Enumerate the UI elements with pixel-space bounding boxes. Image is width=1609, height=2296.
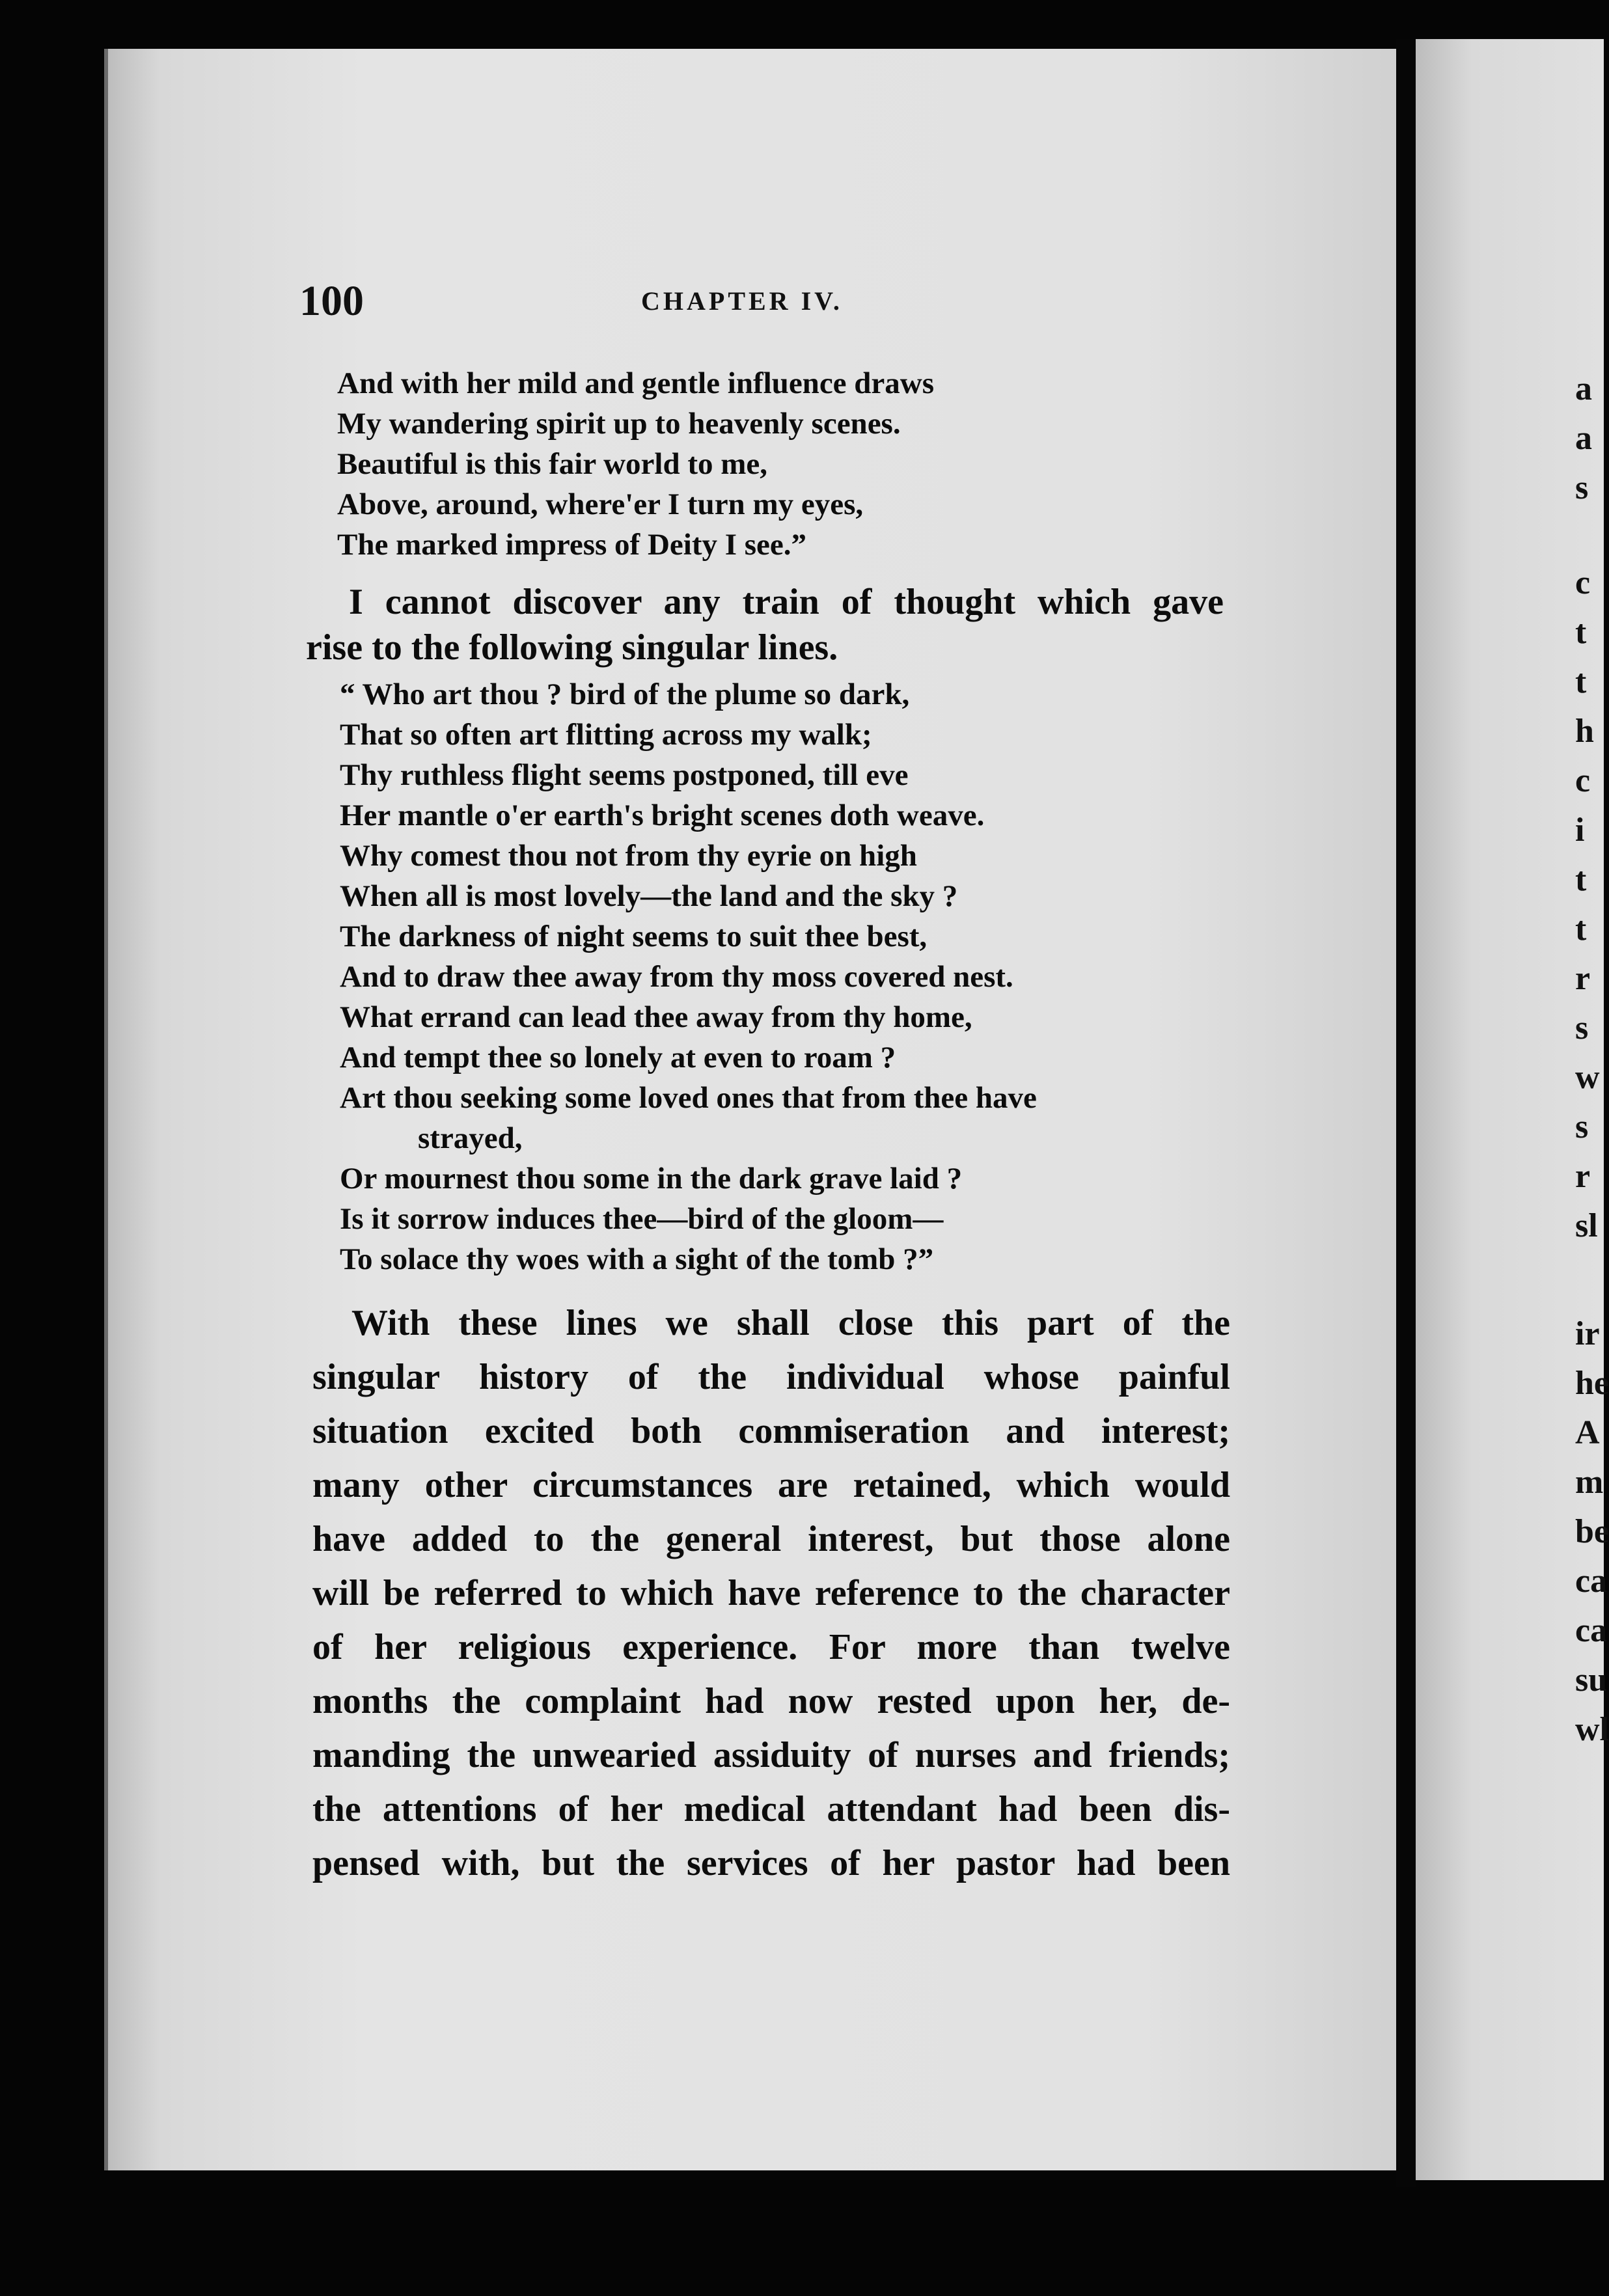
edge-fragment: s: [1575, 1108, 1589, 1145]
edge-fragment: be: [1575, 1513, 1609, 1550]
prose-paragraph-1: [306, 579, 1224, 670]
page-header: [299, 277, 1276, 329]
verse-line: “ Who art thou ? bird of the plume so dark,: [340, 677, 910, 711]
verse-line: Thy ruthless flight seems postponed, till eve: [340, 758, 909, 792]
prose-line: the attentions of her medical attendant had been dis-: [312, 1789, 1230, 1829]
verse-line: Or mournest thou some in the dark grave laid ?: [340, 1162, 963, 1196]
verse-line: To solace thy woes with a sight of the tomb ?”: [340, 1242, 934, 1276]
prose-line: months the complaint had now rested upon her, de-: [312, 1681, 1230, 1721]
verse-line: Beautiful is this fair world to me,: [337, 447, 768, 481]
edge-fragment: t: [1575, 663, 1587, 700]
verse-line: The marked impress of Deity I see.”: [337, 528, 807, 562]
verse-line: My wandering spirit up to heavenly scenes.: [337, 407, 901, 441]
prose-line: singular history of the individual whose painful: [312, 1357, 1230, 1397]
prose-line: rise to the following singular lines.: [306, 627, 838, 668]
edge-fragment: ca: [1575, 1563, 1608, 1600]
edge-fragment: t: [1575, 861, 1587, 898]
edge-fragment: h: [1575, 713, 1594, 750]
verse-line: strayed,: [418, 1121, 523, 1155]
verse-line: The darkness of night seems to suit thee best,: [340, 920, 928, 953]
verse-line: What errand can lead thee away from thy home,: [340, 1000, 972, 1034]
verse-line: When all is most lovely—the land and the sky ?: [340, 879, 958, 913]
verse-line: And with her mild and gentle influence draws: [337, 366, 935, 400]
prose-line: situation excited both commiseration and interest;: [312, 1411, 1230, 1451]
verse-line: Art thou seeking some loved ones that from thee have: [340, 1081, 1037, 1115]
page-number: 100: [299, 277, 364, 325]
verse-line: Is it sorrow induces thee—bird of the gloom—: [340, 1202, 944, 1236]
prose-line: will be referred to which have reference to the character: [312, 1573, 1230, 1613]
facing-page-letters: [1575, 364, 1609, 1755]
edge-fragment: ca: [1575, 1612, 1608, 1649]
prose-line: of her religious experience. For more than twelve: [312, 1627, 1230, 1667]
prose-line: many other circumstances are retained, which would: [312, 1465, 1230, 1505]
verse-line: Her mantle o'er earth's bright scenes doth weave.: [340, 799, 985, 832]
verse-line: Why comest thou not from thy eyrie on high: [340, 839, 917, 873]
verse-line: That so often art flitting across my walk;: [340, 718, 872, 752]
edge-fragment: i: [1575, 812, 1585, 849]
prose-line: manding the unwearied assiduity of nurses and friends;: [312, 1735, 1230, 1775]
edge-fragment: r: [1575, 1158, 1591, 1195]
verse-block-1: [337, 363, 934, 565]
prose-line: I cannot discover any train of thought which gave: [349, 582, 1224, 622]
edge-fragment: wl: [1575, 1711, 1609, 1748]
prose-line: pensed with, but the services of her pastor had been: [312, 1843, 1230, 1883]
edge-fragment: ir: [1575, 1315, 1600, 1352]
edge-fragment: c: [1575, 564, 1591, 601]
edge-fragment: A: [1575, 1414, 1600, 1451]
verse-block-2: [340, 674, 1037, 1279]
edge-fragment: m: [1575, 1464, 1604, 1501]
edge-fragment: su: [1575, 1661, 1608, 1699]
edge-fragment: r: [1575, 960, 1591, 997]
edge-fragment: c: [1575, 762, 1591, 799]
edge-fragment: he: [1575, 1365, 1609, 1402]
edge-fragment: s: [1575, 1009, 1589, 1046]
edge-fragment: a: [1575, 370, 1592, 407]
verse-line: Above, around, where'er I turn my eyes,: [337, 487, 864, 521]
edge-fragment: s: [1575, 469, 1589, 506]
verse-line: And tempt thee so lonely at even to roam ?: [340, 1041, 896, 1074]
verse-line: And to draw thee away from thy moss covered nest.: [340, 960, 1013, 994]
edge-fragment: t: [1575, 614, 1587, 651]
edge-fragment: w: [1575, 1059, 1600, 1096]
edge-fragment: sl: [1575, 1207, 1598, 1244]
running-title: CHAPTER IV.: [641, 286, 843, 316]
edge-fragment: a: [1575, 420, 1592, 457]
prose-line: With these lines we shall close this part of the: [351, 1303, 1230, 1343]
edge-fragment: t: [1575, 910, 1587, 948]
prose-line: have added to the general interest, but those alone: [312, 1519, 1230, 1559]
prose-paragraph-2: [312, 1296, 1230, 1891]
book-gutter: [1396, 39, 1416, 2187]
